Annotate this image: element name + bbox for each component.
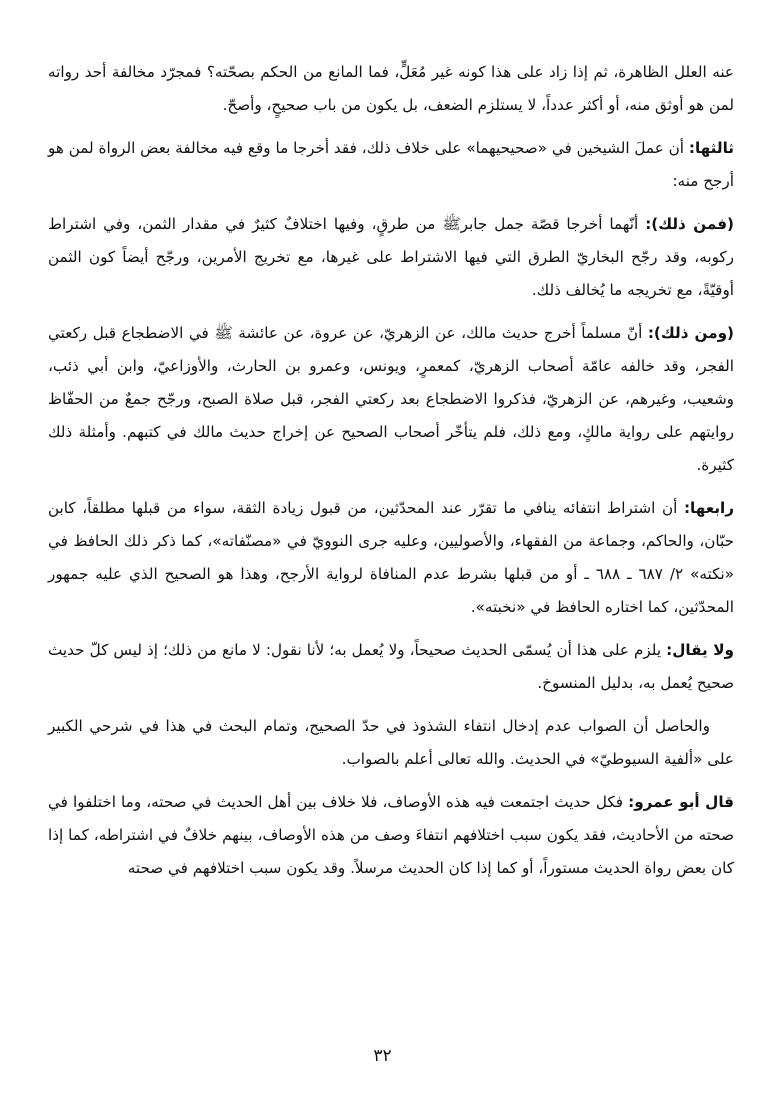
page-number: ٣٢ — [373, 1046, 392, 1066]
paragraph-3 — [48, 208, 734, 307]
page-body — [48, 56, 734, 895]
paragraph-text: أنّ مسلماً أخرج حديث مالك، عن الزهريّ، عن عروة، عن عائشة ﷺ في الاضطجاع قبل ركعتي الفجر، وقد خالفه عامّة أصحاب الزهريّ، كمعمرٍ، ويونس، وعمرو بن الحارث، والأوزاعيّ، وابن أبي ذئب، وشعيب، وغيرهم، عن الزهريّ، فذكروا الاضطجاع بعد ركعتي الفجر، قبل صلاة الصبح، ورجّح جمعٌ من الحفّاظ روايتهم على رواية مالكٍ، ومع ذلك، فلم يتأخّر أصحاب الصحيح عن إخراج حديث مالك في كتبهم. وأمثلة ذلك كثيرة. — [48, 324, 734, 474]
paragraph-text: فكل حديث اجتمعت فيه هذه الأوصاف، فلا خلاف بين أهل الحديث في صحته، وما اختلفوا في صحته من الأحاديث، فقد يكون سبب اختلافهم انتفاءَ وصف من هذه الأوصاف، بينهم خلافٌ في اشتراطه، كما إذا كان بعض رواة الحديث مستوراً، أو كما إذا كان الحديث مرسلاً. وقد يكون سبب اختلافهم في صحته — [48, 793, 734, 877]
paragraph-text: عنه العلل الظاهرة، ثم إذا زاد على هذا كونه غير مُعَلٍّ، فما المانع من الحكم بصحّته؟ فمجرّد مخالفة أحد رواته لمن هو أوثق منه، أو أكثر عدداً، لا يستلزم الضعف، بل يكون من باب صحيحٍ، وأصحّ. — [48, 63, 734, 114]
paragraph-lead: (ومن ذلك): — [647, 324, 734, 342]
paragraph-7 — [48, 710, 734, 776]
paragraph-text: أن اشتراط انتفائه ينافي ما تقرّر عند المحدّثين، من قبول زيادة الثقة، سواء من قبلها مطلقاً، كابن حبّان، والحاكم، وجماعة من الفقهاء، والأصوليين، وعليه جرى النوويّ في «مصنّفاته»، كما ذكر ذلك الحافظ في «نكته» ٢/ ٦٨٧ ـ ٦٨٨ ـ أو من قبلها بشرط عدم المنافاة لرواية الأرجح، وهذا هو الصحيح الذي عليه جمهور المحدّثين، كما اختاره الحافظ في «نخبته». — [48, 499, 734, 616]
paragraph-lead: ثالثها: — [688, 139, 734, 157]
paragraph-text: والحاصل أن الصواب عدم إدخال انتفاء الشذوذ في حدّ الصحيح، وتمام البحث في هذا في شرحي الكبير على «ألفية السيوطيّ» في الحديث. والله تعالى أعلم بالصواب. — [48, 717, 734, 768]
paragraph-text: أنّهما أخرجا قصّة جمل جابرﷺ من طرقٍ، وفيها اختلافٌ كثيرٌ في مقدار الثمن، وفي اشتراط ركوبه، وقد رجّح البخاريّ الطرق التي فيها الاشتراط على غيرها، مع تخريج الأمرين، ورجّح أيضاً كون الثمن أوقيّةً، مع تخريجه ما يُخالف ذلك. — [48, 215, 734, 299]
paragraph-lead: رابعها: — [683, 499, 734, 517]
paragraph-6 — [48, 634, 734, 700]
paragraph-lead: ولا يقال: — [666, 641, 734, 659]
paragraph-lead: (فمن ذلك): — [645, 215, 734, 233]
paragraph-text: يلزم على هذا أن يُسمّى الحديث صحيحاً، ولا يُعمل به؛ لأنا نقول: لا مانع من ذلك؛ إذ ليس كلّ حديث صحيح يُعمل به، بدليل المنسوخ. — [48, 641, 734, 692]
paragraph-text: أن عملَ الشيخين في «صحيحيهما» على خلاف ذلك، فقد أخرجا ما وقع فيه مخالفة بعض الرواة لمن هو أرجح منه: — [48, 139, 734, 190]
paragraph-4 — [48, 317, 734, 482]
paragraph-8 — [48, 786, 734, 885]
paragraph-5 — [48, 492, 734, 624]
paragraph-2 — [48, 132, 734, 198]
paragraph-1 — [48, 56, 734, 122]
paragraph-lead: قال أبو عمرو: — [628, 793, 734, 811]
